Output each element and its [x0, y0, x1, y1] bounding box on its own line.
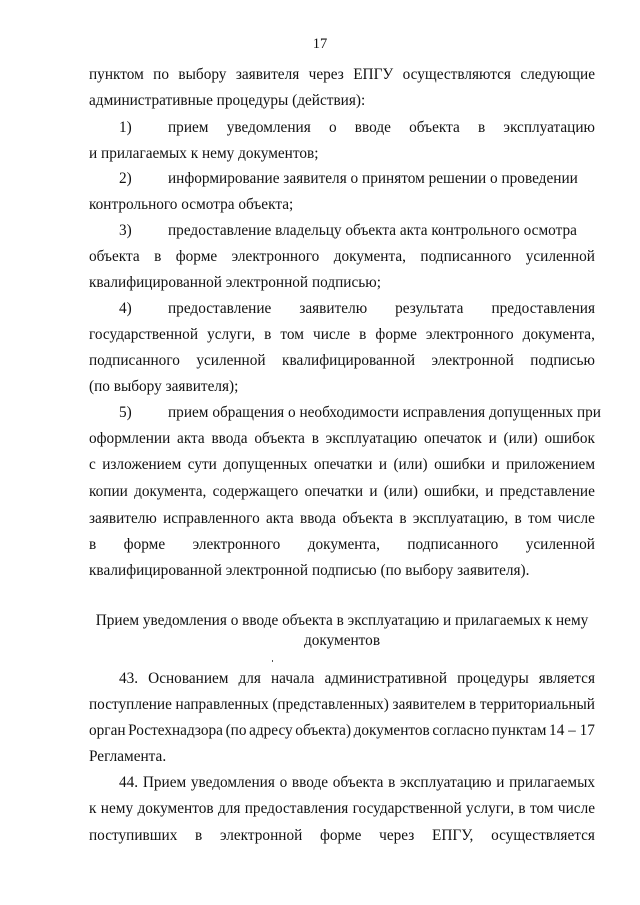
word: о — [328, 119, 337, 136]
word: документов — [353, 722, 430, 739]
word: уведомления — [190, 774, 275, 791]
word: процедуры — [457, 670, 529, 687]
word: адресу — [249, 722, 293, 739]
word: подписанного — [407, 536, 499, 553]
word: вводе — [354, 119, 391, 136]
word: подписанного — [420, 248, 512, 265]
list-item-first-line — [168, 119, 595, 137]
word: в — [264, 326, 272, 343]
list-item-line — [89, 536, 595, 554]
word: (или) — [393, 456, 428, 473]
word: в — [195, 827, 203, 844]
word: в — [388, 774, 396, 791]
word: поступление — [89, 696, 172, 713]
list-item-number: 5) — [119, 404, 132, 421]
word: опечатки — [313, 456, 373, 473]
word: ЕПГУ, — [431, 827, 474, 844]
word: подписанного — [89, 352, 180, 369]
word: начала — [271, 670, 315, 687]
word: квалифицированной — [282, 352, 416, 369]
word: в — [477, 119, 486, 136]
word: представление — [499, 483, 595, 500]
word: ввода — [299, 510, 337, 527]
word: Прием — [142, 774, 187, 791]
word: форме — [319, 827, 362, 844]
word: о — [279, 774, 288, 791]
word: поступивших — [89, 827, 178, 844]
word: пунктом — [89, 66, 144, 83]
paragraph-line — [89, 800, 595, 818]
word: документов — [137, 800, 214, 817]
word: (или) — [503, 430, 538, 447]
word: ошибки — [434, 456, 486, 473]
word: в — [514, 510, 522, 527]
word: объекта) — [295, 722, 352, 739]
word: для — [217, 800, 241, 817]
word: к — [89, 800, 97, 817]
word: объекта — [342, 510, 394, 527]
word: и — [488, 430, 497, 447]
word: копии — [89, 483, 128, 500]
word: том — [527, 510, 552, 527]
word: в — [518, 800, 526, 817]
paragraph-line: Регламента. — [89, 748, 167, 765]
word: объекта — [254, 430, 305, 447]
word: оформлении — [89, 430, 171, 447]
word: уведомления — [226, 119, 311, 136]
paragraph-line — [89, 827, 595, 845]
word: выбору — [178, 66, 227, 83]
word: является — [538, 670, 595, 687]
list-item-line — [89, 510, 595, 528]
word: усиленной — [525, 248, 595, 265]
word: нему — [100, 800, 134, 817]
list-item-line — [89, 483, 595, 501]
word: документа, — [522, 326, 595, 343]
word: заявителем — [392, 696, 466, 713]
intro-line — [89, 66, 595, 84]
word: акта — [177, 430, 205, 447]
word: эксплуатацию — [503, 119, 595, 136]
word: 14 – 17 — [549, 722, 595, 739]
word: в — [359, 326, 367, 343]
word: заявителю — [89, 510, 157, 527]
list-item-line: квалифицированной электронной подписью (по выбору заявителя). — [89, 562, 530, 579]
word: объекта — [409, 119, 460, 136]
word: усиленной — [525, 536, 595, 553]
word: числе — [557, 510, 595, 527]
word: ЕПГУ — [353, 66, 394, 83]
word: (представленных) — [272, 696, 389, 713]
word: предоставления — [244, 800, 349, 817]
word: электронной — [431, 352, 514, 369]
word: согласно — [432, 722, 490, 739]
word: и — [496, 774, 505, 791]
word: прием — [168, 119, 209, 136]
word: через — [308, 66, 344, 83]
word: акта — [266, 510, 294, 527]
word: электронного — [425, 326, 514, 343]
paragraph-line — [119, 670, 595, 688]
word: в — [154, 248, 162, 265]
paragraph-line — [89, 696, 595, 714]
word: документа, — [307, 536, 380, 553]
word: эксплуатацию, — [412, 510, 509, 527]
word: государственной — [89, 326, 199, 343]
word: и — [485, 483, 494, 500]
list-item-line: контрольного осмотра объекта; — [89, 196, 294, 213]
word: допущенных — [223, 456, 308, 473]
word: и — [378, 456, 388, 473]
word: государственной — [352, 800, 462, 817]
intro-line: административные процедуры (действия): — [89, 92, 366, 109]
word: вводе — [291, 774, 329, 791]
word: 44. — [119, 774, 139, 791]
list-item-number: 2) — [119, 170, 132, 187]
word: том — [280, 326, 304, 343]
list-item-first-line: информирование заявителя о принятом решении о проведении — [168, 170, 578, 187]
list-item-first-line: прием обращения о необходимости исправления допущенных при — [168, 404, 601, 421]
word: орган — [89, 722, 126, 739]
list-item-line: квалифицированной электронной подписью; — [89, 274, 381, 291]
word: изложением — [102, 456, 182, 473]
word: Ростехнадзора — [128, 722, 223, 739]
word: и — [369, 483, 378, 500]
word: (или) — [383, 483, 418, 500]
word: документа, — [134, 483, 207, 500]
word: эксплуатацию — [325, 430, 418, 447]
scan-speck — [272, 660, 273, 662]
list-item-line — [89, 352, 595, 370]
word: через — [379, 827, 415, 844]
word: Основанием — [148, 670, 229, 687]
word: по — [153, 66, 170, 83]
word: заявителю — [299, 300, 368, 317]
word: в — [89, 536, 97, 553]
word: сути — [187, 456, 217, 473]
word: заявителя — [235, 66, 300, 83]
word: исправленного — [163, 510, 260, 527]
word: следующие — [520, 66, 595, 83]
word: с — [89, 456, 96, 473]
list-item-first-line — [168, 300, 595, 318]
list-item-line: и прилагаемых к нему документов; — [89, 145, 319, 162]
word: ошибки, — [424, 483, 479, 500]
word: ввода — [211, 430, 248, 447]
word: пунктам — [491, 722, 547, 739]
word: электронной — [219, 827, 303, 844]
list-item-line — [89, 248, 595, 266]
section-heading: документов — [303, 632, 381, 649]
list-item-number: 1) — [119, 119, 132, 136]
page-number: 17 — [312, 36, 328, 52]
word: электронного — [192, 536, 281, 553]
word: (по — [225, 722, 247, 739]
list-item-number: 3) — [119, 222, 132, 239]
word: услуги, — [207, 326, 256, 343]
word: территориальный — [479, 696, 595, 713]
paragraph-line — [89, 722, 595, 740]
word: 43. — [119, 670, 139, 687]
word: документа, — [333, 248, 406, 265]
word: направленных — [175, 696, 269, 713]
word: услуги, — [466, 800, 515, 817]
word: и — [491, 456, 500, 473]
word: числе — [557, 800, 595, 817]
word: эксплуатацию — [400, 774, 492, 791]
list-item-line — [89, 430, 595, 448]
word: электронного — [231, 248, 320, 265]
list-item-first-line: предоставление владельцу объекта акта контрольного осмотра — [168, 222, 577, 239]
list-item-line: (по выбору заявителя); — [89, 378, 239, 395]
word: содержащего — [212, 483, 299, 500]
word: опечаток — [423, 430, 482, 447]
word: форме — [123, 536, 166, 553]
word: административной — [324, 670, 448, 687]
list-item-number: 4) — [119, 300, 132, 317]
word: в — [469, 696, 477, 713]
word: осуществляются — [402, 66, 511, 83]
word: числе — [313, 326, 351, 343]
word: том — [530, 800, 554, 817]
word: приложением — [506, 456, 595, 473]
word: ошибок — [544, 430, 595, 447]
word: в — [399, 510, 407, 527]
list-item-line — [89, 326, 595, 344]
word: результата — [395, 300, 464, 317]
list-item-line — [89, 456, 595, 474]
word: в — [311, 430, 319, 447]
word: усиленной — [196, 352, 266, 369]
paragraph-line — [119, 774, 595, 792]
word: опечатки — [304, 483, 364, 500]
word: объекта — [89, 248, 140, 265]
word: форме — [375, 326, 417, 343]
section-heading: Прием уведомления о вводе объекта в эксплуатацию и прилагаемых к нему — [95, 612, 589, 629]
word: объекта — [332, 774, 384, 791]
word: прилагаемых — [509, 774, 595, 791]
word: предоставления — [491, 300, 595, 317]
word: предоставление — [168, 300, 272, 317]
word: форме — [175, 248, 218, 265]
word: для — [238, 670, 261, 687]
word: осуществляется — [491, 827, 595, 844]
word: подписью — [530, 352, 595, 369]
